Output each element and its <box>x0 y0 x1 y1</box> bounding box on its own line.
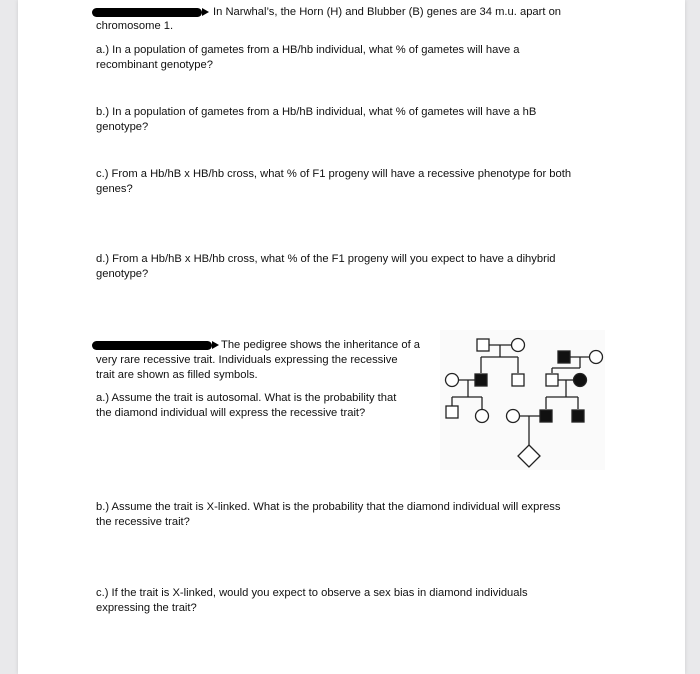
question-1c-line2: genes? <box>96 183 133 195</box>
question-1a-line2: recombinant genotype? <box>96 59 213 71</box>
pedigree-background <box>440 330 605 470</box>
male-affected-symbol <box>540 410 552 422</box>
question-2c-line2: expressing the trait? <box>96 602 197 614</box>
question-2b-line2: the recessive trait? <box>96 516 190 528</box>
question-2b-line1: b.) Assume the trait is X-linked. What is the probability that the diamond individual will express <box>96 501 561 513</box>
section2-intro-line2: very rare recessive trait. Individuals expressing the recessive <box>96 354 398 366</box>
section2-intro-line1: The pedigree shows the inheritance of a <box>221 339 421 351</box>
male-unaffected-symbol <box>477 339 489 351</box>
female-unaffected-symbol <box>476 410 489 423</box>
question-1d-line2: genotype? <box>96 268 149 280</box>
question-1b-line2: genotype? <box>96 121 149 133</box>
question-1b-line1: b.) In a population of gametes from a Hb/hB individual, what % of gametes will have a hB <box>96 106 537 118</box>
redaction-arrow <box>202 8 209 16</box>
female-unaffected-symbol <box>590 351 603 364</box>
question-2c-line1: c.) If the trait is X-linked, would you expect to observe a sex bias in diamond individuals <box>96 587 528 599</box>
male-unaffected-symbol <box>546 374 558 386</box>
male-affected-symbol <box>572 410 584 422</box>
question-1a-line1: a.) In a population of gametes from a HB/hb individual, what % of gametes will have a <box>96 44 520 56</box>
section1-intro: In Narwhal’s, the Horn (H) and Blubber (B) genes are 34 m.u. apart on <box>213 6 562 18</box>
male-unaffected-symbol <box>446 406 458 418</box>
female-unaffected-symbol <box>507 410 520 423</box>
male-affected-symbol <box>558 351 570 363</box>
female-affected-symbol <box>574 374 587 387</box>
section1-intro-cont: chromosome 1. <box>96 20 174 32</box>
section2-intro-line3: trait are shown as filled symbols. <box>96 369 258 381</box>
female-unaffected-symbol <box>446 374 459 387</box>
pedigree-diagram <box>440 330 605 470</box>
redacted-text <box>92 8 202 17</box>
question-1d-line1: d.) From a Hb/hB x HB/hb cross, what % of the F1 progeny will you expect to have a dihybrid <box>96 253 556 265</box>
question-2a-line1: a.) Assume the trait is autosomal. What is the probability that <box>96 392 397 404</box>
question-1c-line1: c.) From a Hb/hB x HB/hb cross, what % of F1 progeny will have a recessive phenotype for both <box>96 168 572 180</box>
question-2a-line2: the diamond individual will express the recessive trait? <box>96 407 366 419</box>
female-unaffected-symbol <box>512 339 525 352</box>
redacted-text <box>92 341 212 350</box>
redaction-arrow <box>212 341 219 349</box>
male-unaffected-symbol <box>512 374 524 386</box>
male-affected-symbol <box>475 374 487 386</box>
